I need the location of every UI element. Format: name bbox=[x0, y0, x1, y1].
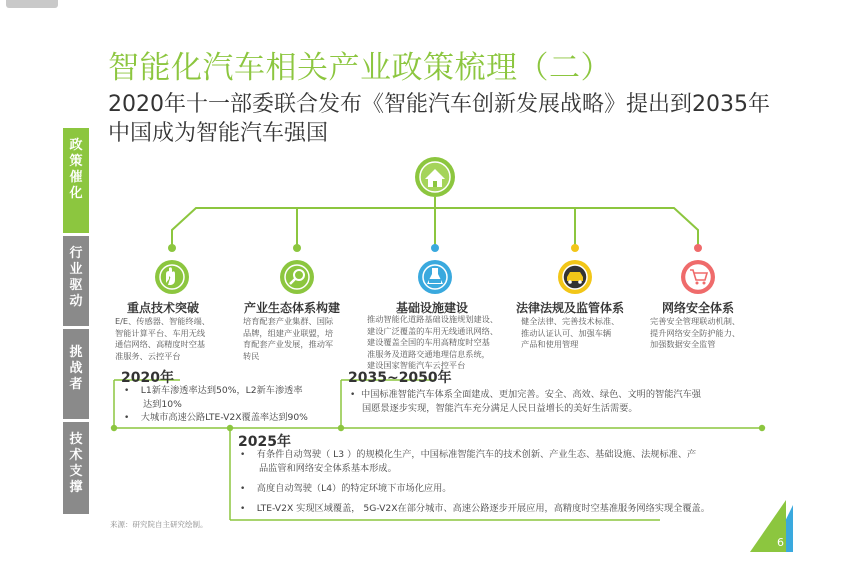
pillar-2-desc: 培育配套产业集群、国际 品牌，组建产业联盟，培 育配套产业发展，推动军 转民 bbox=[243, 316, 334, 361]
year-2020-label: 2020年 bbox=[121, 370, 174, 386]
pillar-5-title: 网络安全体系 bbox=[662, 301, 735, 315]
source-note: 来源：研究院自主研究绘制。 bbox=[110, 520, 208, 529]
pillar-1-title: 重点技术突破 bbox=[127, 301, 200, 315]
pillar-4-desc: 健全法律、完善技术标准、 推动认证认可、加强车辆 产品和使用管理 bbox=[521, 316, 620, 349]
side-tab-challenger[interactable]: 挑 战 者 bbox=[63, 329, 89, 419]
year-2025-label: 2025年 bbox=[238, 434, 291, 450]
year-2035-bullets: • 中国标准智能汽车体系全面建成、更加完善。安全、高效、绿色、文明的智能汽车强 国愿景逐步实现，智能汽车充分满足人民日益增长的美好生活需要。 bbox=[350, 389, 701, 414]
year-2025-bullets: • 有条件自动驾驶（ L3 ）的规模化生产，中国标准智能汽车的技术创新、产业生态、基础设施、法规标准、产 品监管和网络安全体系基本形成。 • 高度自动驾驶（L4）的特定环境下市场化应用。 • LTE-V2X 实现区域覆盖， 5G-V2X在部分城市、高速公路逐步开展应用，高精度时空基准服务网络实现全覆盖。 bbox=[240, 449, 710, 514]
side-tab-tech[interactable]: 技 术 支 撑 bbox=[63, 422, 89, 514]
pillar-5-icon bbox=[681, 260, 715, 294]
pillar-5-desc: 完善安全管理联动机制、 提升网络安全防护能力、 加强数据安全监管 bbox=[650, 316, 741, 349]
pillar-1-desc: E/E、传感器、智能终端、 智能计算平台、车用无线 通信网络、高精度时空基 准服务、云控平台 bbox=[115, 316, 210, 361]
year-2020-bullets: • L1新车渗透率达到50%，L2新车渗透率 达到10% • 大城市高速公路LTE-V2X覆盖率达到90% bbox=[124, 385, 308, 423]
page-title: 智能化汽车相关产业政策梳理（二） bbox=[108, 50, 612, 86]
pillar-3-title: 基础设施建设 bbox=[396, 301, 469, 315]
pillar-3-desc: 推动智能化道路基础设施规划建设、 建设广泛覆盖的车用无线通讯网络、 建设覆盖全国的车用高精度时空基 准服务及道路交通地理信息系统， 建设国家智能汽车云控平台 bbox=[367, 314, 499, 370]
pillar-4-icon bbox=[558, 260, 592, 294]
year-2035-label: 2035~2050年 bbox=[348, 370, 452, 386]
hub bbox=[415, 157, 455, 207]
page-subtitle: 2020年十一部委联合发布《智能汽车创新发展战略》提出到2035年中国成为智能汽车强国 bbox=[108, 92, 770, 146]
pillar-1-icon bbox=[155, 260, 189, 294]
pillar-4-title: 法律法规及监管体系 bbox=[516, 301, 625, 315]
pillar-2-title: 产业生态体系构建 bbox=[244, 301, 341, 315]
pillar-2-icon bbox=[280, 260, 314, 294]
page-number: 6 bbox=[777, 536, 784, 549]
side-tab-industry[interactable]: 行 业 驱 动 bbox=[63, 236, 89, 326]
pillar-3-icon bbox=[418, 260, 452, 294]
side-tab-policy[interactable]: 政 策 催 化 bbox=[63, 128, 89, 233]
